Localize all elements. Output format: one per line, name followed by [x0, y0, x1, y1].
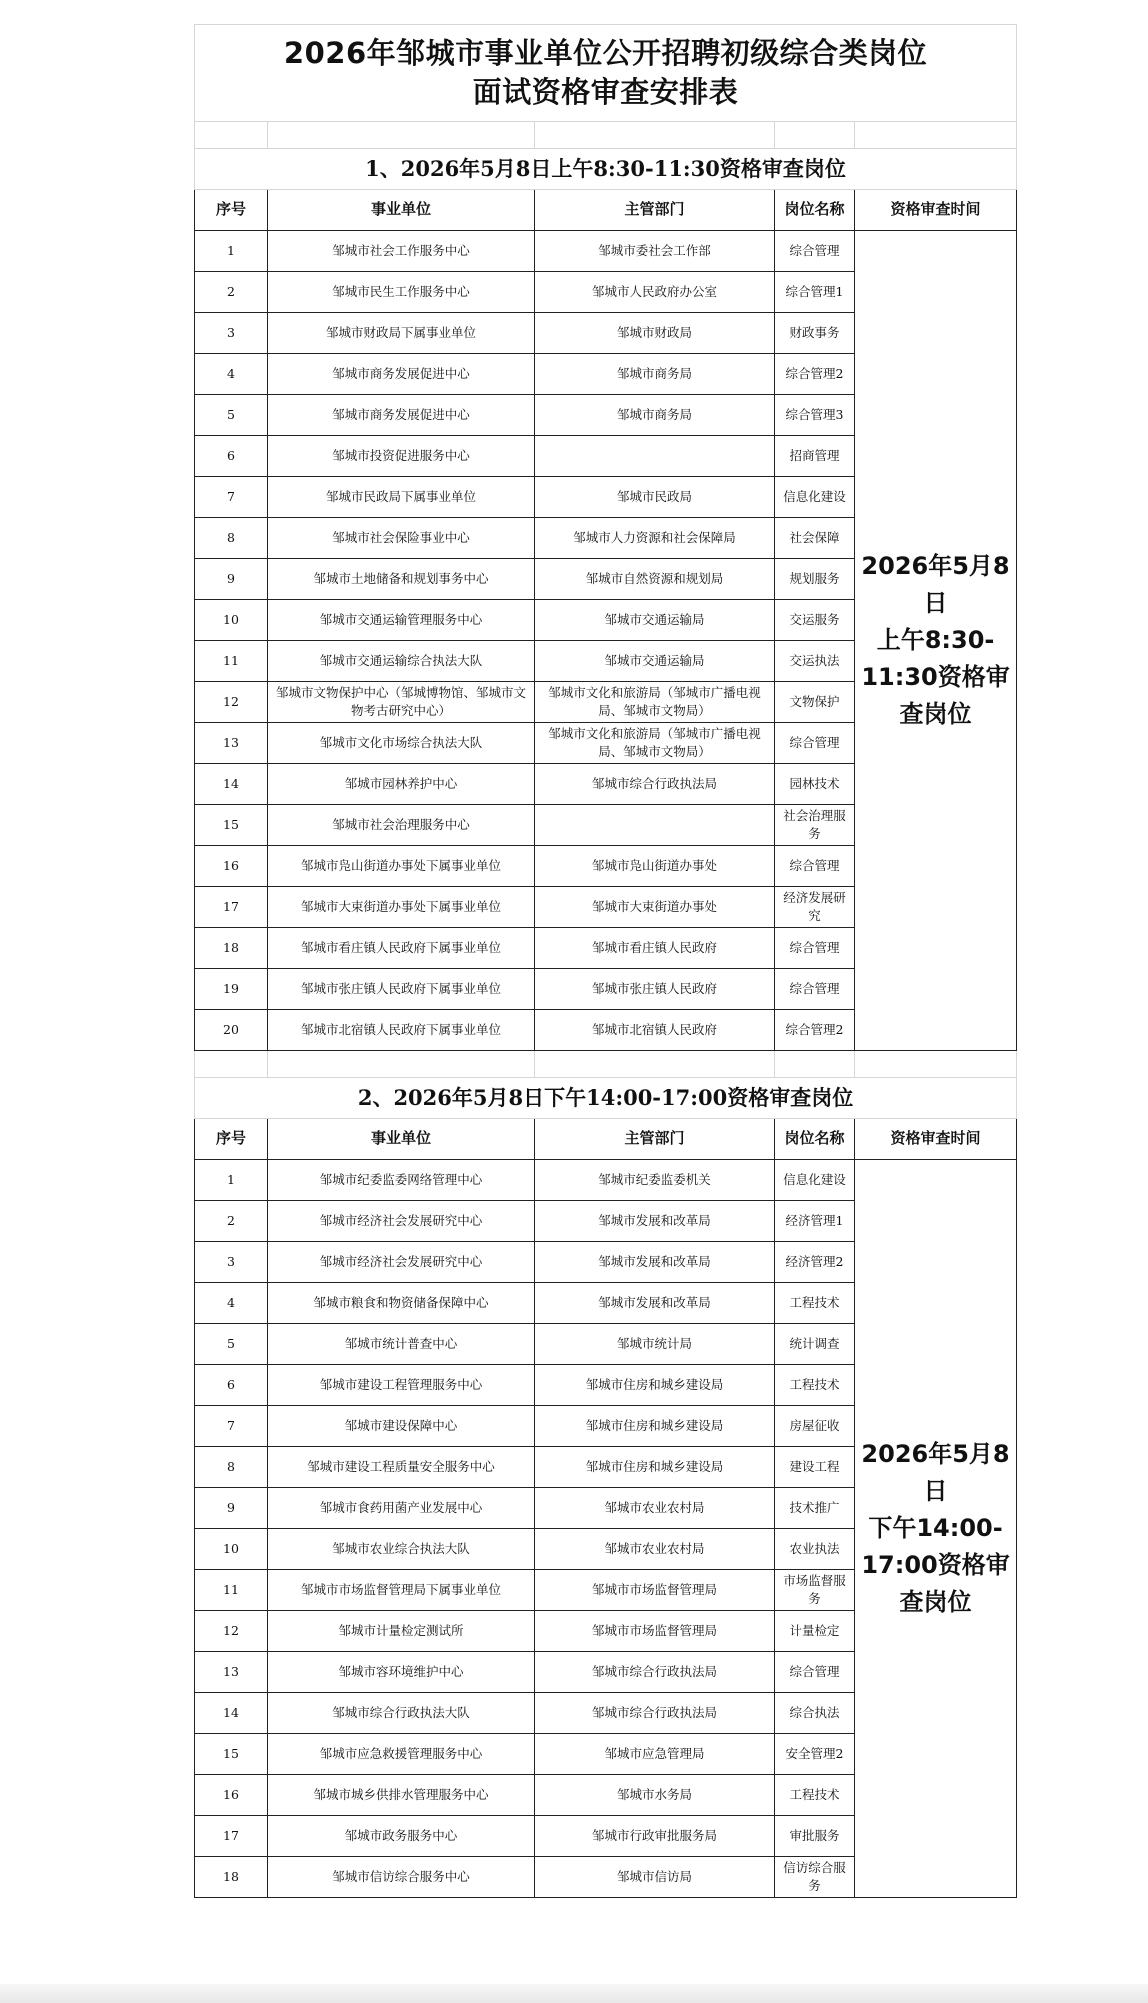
- row-dept: 邹城市统计局: [535, 1324, 775, 1365]
- row-post: 工程技术: [775, 1283, 855, 1324]
- row-dept: 邹城市综合行政执法局: [535, 1693, 775, 1734]
- row-post: 文物保护: [775, 682, 855, 723]
- row-dept: 邹城市财政局: [535, 313, 775, 354]
- section-heading: 2、2026年5月8日下午14:00-17:00资格审查岗位: [195, 1078, 1017, 1119]
- row-post: 技术推广: [775, 1488, 855, 1529]
- row-unit: 邹城市凫山街道办事处下属事业单位: [268, 846, 535, 887]
- row-post: 房屋征收: [775, 1406, 855, 1447]
- row-unit: 邹城市应急救援管理服务中心: [268, 1734, 535, 1775]
- row-dept: 邹城市水务局: [535, 1775, 775, 1816]
- page-title-line1: 2026年邹城市事业单位公开招聘初级综合类岗位: [283, 35, 928, 70]
- row-post: 综合管理2: [775, 1010, 855, 1051]
- row-post: 经济管理2: [775, 1242, 855, 1283]
- row-unit: 邹城市张庄镇人民政府下属事业单位: [268, 969, 535, 1010]
- row-dept: 邹城市交通运输局: [535, 600, 775, 641]
- row-number: 13: [195, 723, 268, 764]
- page-title: [195, 25, 1017, 122]
- row-unit: 邹城市园林养护中心: [268, 764, 535, 805]
- spacer-row: [195, 1051, 1017, 1078]
- header-unit: 事业单位: [268, 1119, 535, 1160]
- row-dept: 邹城市自然资源和规划局: [535, 559, 775, 600]
- row-number: 4: [195, 354, 268, 395]
- row-dept: 邹城市发展和改革局: [535, 1242, 775, 1283]
- row-unit: 邹城市计量检定测试所: [268, 1611, 535, 1652]
- row-number: 20: [195, 1010, 268, 1051]
- row-number: 1: [195, 1160, 268, 1201]
- table-row: [195, 1160, 1017, 1201]
- row-dept: 邹城市发展和改革局: [535, 1283, 775, 1324]
- row-unit: 邹城市纪委监委网络管理中心: [268, 1160, 535, 1201]
- row-dept: 邹城市住房和城乡建设局: [535, 1365, 775, 1406]
- row-number: 5: [195, 1324, 268, 1365]
- header-dept: 主管部门: [535, 190, 775, 231]
- schedule-sheet: [194, 24, 1016, 1898]
- row-number: 7: [195, 1406, 268, 1447]
- row-unit: 邹城市财政局下属事业单位: [268, 313, 535, 354]
- row-number: 11: [195, 641, 268, 682]
- row-number: 17: [195, 1816, 268, 1857]
- row-dept: 邹城市人力资源和社会保障局: [535, 518, 775, 559]
- row-number: 16: [195, 846, 268, 887]
- review-time-line: 查岗位: [899, 700, 972, 729]
- review-time-line: 2026年5月8日: [861, 1439, 1010, 1505]
- row-post: 综合管理: [775, 723, 855, 764]
- row-number: 3: [195, 313, 268, 354]
- section-heading-row: [195, 1078, 1017, 1119]
- row-unit: 邹城市大束街道办事处下属事业单位: [268, 887, 535, 928]
- review-time-line: 17:00资格审: [861, 1551, 1010, 1580]
- row-number: 7: [195, 477, 268, 518]
- row-number: 8: [195, 518, 268, 559]
- row-dept: 邹城市委社会工作部: [535, 231, 775, 272]
- row-post: 园林技术: [775, 764, 855, 805]
- row-post: 综合执法: [775, 1693, 855, 1734]
- spacer-row: [195, 122, 1017, 149]
- row-number: 10: [195, 1529, 268, 1570]
- header-post: 岗位名称: [775, 1119, 855, 1160]
- row-number: 14: [195, 764, 268, 805]
- section-heading-row: [195, 149, 1017, 190]
- row-post: 经济管理1: [775, 1201, 855, 1242]
- row-dept: [535, 436, 775, 477]
- row-post: 工程技术: [775, 1775, 855, 1816]
- row-post: 综合管理: [775, 231, 855, 272]
- row-number: 12: [195, 682, 268, 723]
- row-dept: 邹城市大束街道办事处: [535, 887, 775, 928]
- row-post: 审批服务: [775, 1816, 855, 1857]
- review-time-line: 2026年5月8日: [861, 551, 1010, 617]
- column-header-row: [195, 190, 1017, 231]
- row-post: 农业执法: [775, 1529, 855, 1570]
- row-dept: 邹城市张庄镇人民政府: [535, 969, 775, 1010]
- page-edge-shadow: [0, 1984, 1148, 2003]
- row-post: 招商管理: [775, 436, 855, 477]
- row-unit: 邹城市民生工作服务中心: [268, 272, 535, 313]
- row-number: 18: [195, 1857, 268, 1898]
- row-post: 经济发展研究: [775, 887, 855, 928]
- row-post: 社会保障: [775, 518, 855, 559]
- row-dept: 邹城市市场监督管理局: [535, 1611, 775, 1652]
- header-seq: 序号: [195, 190, 268, 231]
- row-number: 11: [195, 1570, 268, 1611]
- row-post: 交运执法: [775, 641, 855, 682]
- row-unit: 邹城市粮食和物资储备保障中心: [268, 1283, 535, 1324]
- row-number: 15: [195, 805, 268, 846]
- row-unit: 邹城市商务发展促进中心: [268, 354, 535, 395]
- row-post: 综合管理: [775, 846, 855, 887]
- row-number: 4: [195, 1283, 268, 1324]
- row-number: 8: [195, 1447, 268, 1488]
- review-time-cell: [855, 231, 1017, 1051]
- row-unit: 邹城市信访综合服务中心: [268, 1857, 535, 1898]
- row-number: 1: [195, 231, 268, 272]
- row-post: 建设工程: [775, 1447, 855, 1488]
- row-dept: 邹城市人民政府办公室: [535, 272, 775, 313]
- row-dept: 邹城市农业农村局: [535, 1488, 775, 1529]
- row-dept: 邹城市看庄镇人民政府: [535, 928, 775, 969]
- row-unit: 邹城市投资促进服务中心: [268, 436, 535, 477]
- row-unit: 邹城市综合行政执法大队: [268, 1693, 535, 1734]
- row-dept: 邹城市发展和改革局: [535, 1201, 775, 1242]
- row-unit: 邹城市经济社会发展研究中心: [268, 1242, 535, 1283]
- row-unit: 邹城市民政局下属事业单位: [268, 477, 535, 518]
- row-post: 综合管理1: [775, 272, 855, 313]
- row-unit: 邹城市农业综合执法大队: [268, 1529, 535, 1570]
- row-number: 6: [195, 1365, 268, 1406]
- section-heading: 1、2026年5月8日上午8:30-11:30资格审查岗位: [195, 149, 1017, 190]
- column-header-row: [195, 1119, 1017, 1160]
- row-unit: 邹城市文物保护中心（邹城博物馆、邹城市文物考古研究中心）: [268, 682, 535, 723]
- row-dept: 邹城市应急管理局: [535, 1734, 775, 1775]
- header-unit: 事业单位: [268, 190, 535, 231]
- row-unit: 邹城市城乡供排水管理服务中心: [268, 1775, 535, 1816]
- row-unit: 邹城市交通运输综合执法大队: [268, 641, 535, 682]
- row-post: 规划服务: [775, 559, 855, 600]
- row-dept: 邹城市市场监督管理局: [535, 1570, 775, 1611]
- row-number: 9: [195, 1488, 268, 1529]
- row-number: 6: [195, 436, 268, 477]
- review-time-line: 上午8:30-: [876, 625, 995, 654]
- header-seq: 序号: [195, 1119, 268, 1160]
- row-unit: 邹城市容环境维护中心: [268, 1652, 535, 1693]
- row-number: 5: [195, 395, 268, 436]
- row-dept: 邹城市商务局: [535, 354, 775, 395]
- review-time-line: 查岗位: [899, 1588, 972, 1617]
- row-number: 15: [195, 1734, 268, 1775]
- row-unit: 邹城市土地储备和规划事务中心: [268, 559, 535, 600]
- row-dept: 邹城市文化和旅游局（邹城市广播电视局、邹城市文物局）: [535, 682, 775, 723]
- row-dept: [535, 805, 775, 846]
- section-afternoon: [195, 1078, 1017, 1898]
- row-post: 综合管理: [775, 928, 855, 969]
- header-post: 岗位名称: [775, 190, 855, 231]
- row-post: 信访综合服务: [775, 1857, 855, 1898]
- review-time-line: 下午14:00-: [868, 1513, 1003, 1542]
- row-number: 9: [195, 559, 268, 600]
- row-post: 信息化建设: [775, 1160, 855, 1201]
- row-post: 综合管理3: [775, 395, 855, 436]
- row-post: 交运服务: [775, 600, 855, 641]
- row-unit: 邹城市建设工程管理服务中心: [268, 1365, 535, 1406]
- row-unit: 邹城市经济社会发展研究中心: [268, 1201, 535, 1242]
- row-number: 2: [195, 272, 268, 313]
- row-unit: 邹城市社会工作服务中心: [268, 231, 535, 272]
- row-number: 10: [195, 600, 268, 641]
- row-dept: 邹城市住房和城乡建设局: [535, 1406, 775, 1447]
- row-dept: 邹城市民政局: [535, 477, 775, 518]
- row-dept: 邹城市凫山街道办事处: [535, 846, 775, 887]
- row-dept: 邹城市综合行政执法局: [535, 764, 775, 805]
- review-time-cell: [855, 1160, 1017, 1898]
- row-post: 安全管理2: [775, 1734, 855, 1775]
- row-number: 12: [195, 1611, 268, 1652]
- row-dept: 邹城市行政审批服务局: [535, 1816, 775, 1857]
- header-time: 资格审查时间: [855, 1119, 1017, 1160]
- row-dept: 邹城市交通运输局: [535, 641, 775, 682]
- row-number: 19: [195, 969, 268, 1010]
- row-number: 17: [195, 887, 268, 928]
- row-post: 综合管理: [775, 969, 855, 1010]
- row-dept: 邹城市信访局: [535, 1857, 775, 1898]
- row-unit: 邹城市食药用菌产业发展中心: [268, 1488, 535, 1529]
- row-post: 市场监督服务: [775, 1570, 855, 1611]
- row-unit: 邹城市文化市场综合执法大队: [268, 723, 535, 764]
- row-post: 工程技术: [775, 1365, 855, 1406]
- row-unit: 邹城市建设工程质量安全服务中心: [268, 1447, 535, 1488]
- row-dept: 邹城市商务局: [535, 395, 775, 436]
- row-number: 3: [195, 1242, 268, 1283]
- row-dept: 邹城市文化和旅游局（邹城市广播电视局、邹城市文物局）: [535, 723, 775, 764]
- row-number: 14: [195, 1693, 268, 1734]
- row-number: 18: [195, 928, 268, 969]
- row-unit: 邹城市社会治理服务中心: [268, 805, 535, 846]
- row-unit: 邹城市建设保障中心: [268, 1406, 535, 1447]
- row-dept: 邹城市纪委监委机关: [535, 1160, 775, 1201]
- row-dept: 邹城市住房和城乡建设局: [535, 1447, 775, 1488]
- row-unit: 邹城市北宿镇人民政府下属事业单位: [268, 1010, 535, 1051]
- row-number: 2: [195, 1201, 268, 1242]
- row-unit: 邹城市商务发展促进中心: [268, 395, 535, 436]
- row-post: 综合管理2: [775, 354, 855, 395]
- row-post: 社会治理服务: [775, 805, 855, 846]
- section-morning: [195, 149, 1017, 1051]
- table-row: [195, 231, 1017, 272]
- header-time: 资格审查时间: [855, 190, 1017, 231]
- row-unit: 邹城市政务服务中心: [268, 1816, 535, 1857]
- header-dept: 主管部门: [535, 1119, 775, 1160]
- row-dept: 邹城市农业农村局: [535, 1529, 775, 1570]
- row-unit: 邹城市统计普查中心: [268, 1324, 535, 1365]
- row-unit: 邹城市市场监督管理局下属事业单位: [268, 1570, 535, 1611]
- page-title-line2: 面试资格审查安排表: [472, 75, 739, 109]
- row-post: 统计调查: [775, 1324, 855, 1365]
- row-dept: 邹城市北宿镇人民政府: [535, 1010, 775, 1051]
- row-unit: 邹城市社会保险事业中心: [268, 518, 535, 559]
- row-post: 计量检定: [775, 1611, 855, 1652]
- row-unit: 邹城市交通运输管理服务中心: [268, 600, 535, 641]
- row-number: 13: [195, 1652, 268, 1693]
- row-unit: 邹城市看庄镇人民政府下属事业单位: [268, 928, 535, 969]
- row-number: 16: [195, 1775, 268, 1816]
- review-time-line: 11:30资格审: [861, 663, 1010, 692]
- row-post: 综合管理: [775, 1652, 855, 1693]
- schedule-table: [194, 24, 1017, 1898]
- row-post: 财政事务: [775, 313, 855, 354]
- row-dept: 邹城市综合行政执法局: [535, 1652, 775, 1693]
- row-post: 信息化建设: [775, 477, 855, 518]
